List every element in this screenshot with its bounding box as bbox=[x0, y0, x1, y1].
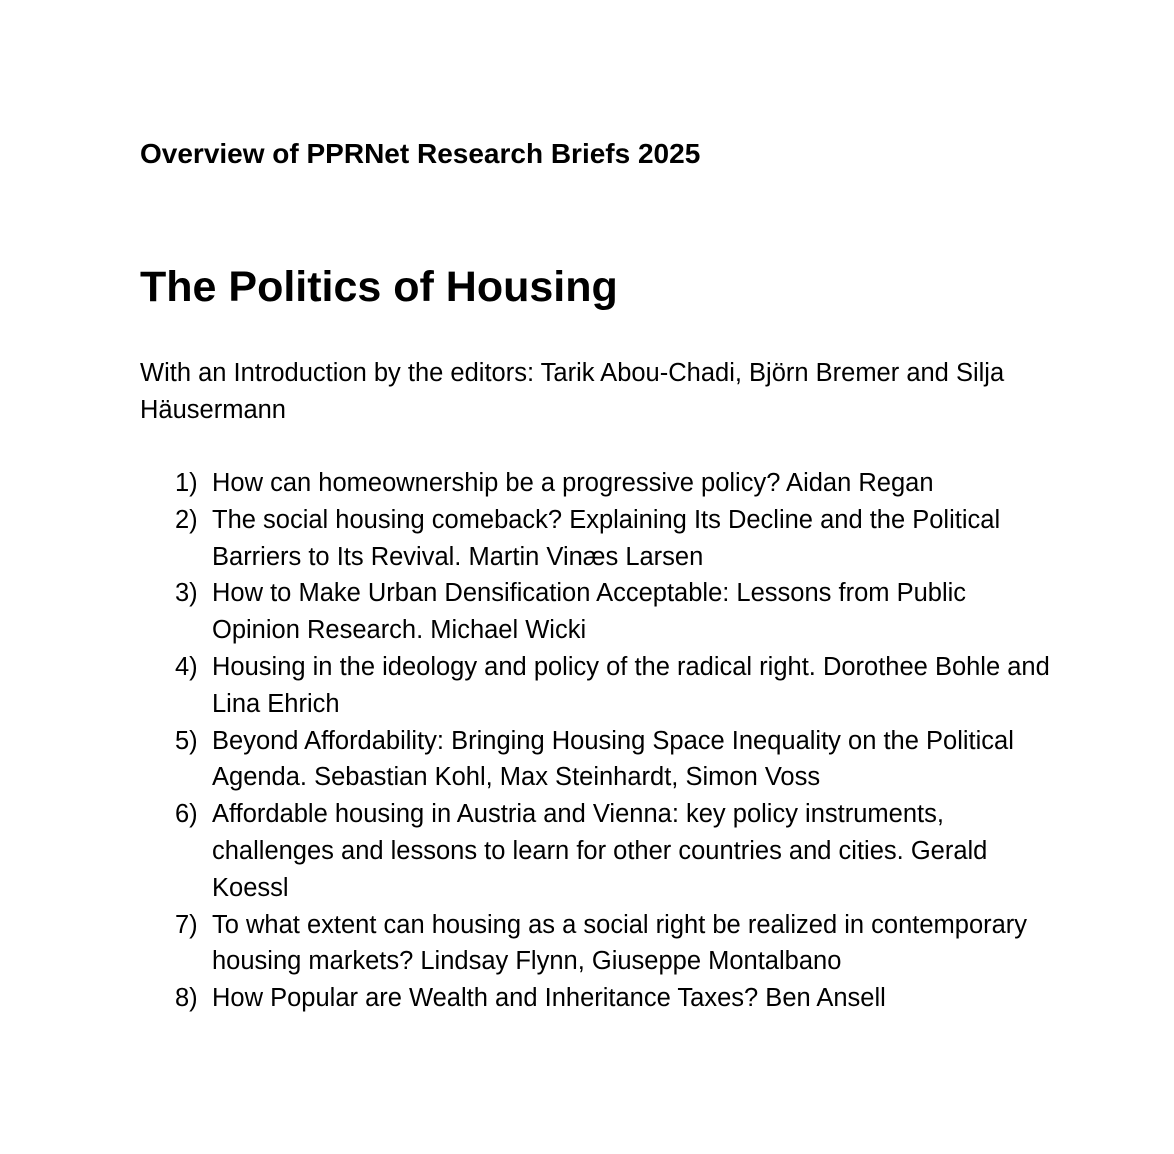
list-item bbox=[140, 907, 1050, 981]
list-item-number: 1) bbox=[175, 469, 198, 497]
list-item-text: How to Make Urban Densification Acceptable: Lessons from Public Opinion Research. Michael Wicki bbox=[212, 579, 967, 645]
list-item bbox=[140, 723, 1050, 797]
list-item-text: Affordable housing in Austria and Vienna: key policy instruments, challenges and lessons to learn for other countries and cities. Gerald Koessl bbox=[212, 800, 988, 902]
list-item-text: To what extent can housing as a social right be realized in contemporary housing markets? Lindsay Flynn, Giuseppe Montalbano bbox=[212, 910, 1028, 976]
list-item-text: The social housing comeback? Explaining Its Decline and the Political Barriers to Its Revival. Martin Vinæs Larsen bbox=[212, 505, 1001, 571]
research-briefs-list bbox=[140, 465, 1050, 1017]
list-item bbox=[140, 575, 1050, 649]
list-item-number: 7) bbox=[175, 910, 198, 939]
document-subtitle: Overview of PPRNet Research Briefs 2025 bbox=[140, 138, 701, 169]
list-item-text: How Popular are Wealth and Inheritance Taxes? Ben Ansell bbox=[212, 984, 886, 1013]
document-title: The Politics of Housing bbox=[140, 263, 618, 311]
editors-introduction: With an Introduction by the editors: Tarik Abou-Chadi, Björn Bremer and Silja Häusermann bbox=[140, 359, 1005, 424]
list-item-text: Beyond Affordability: Bringing Housing Space Inequality on the Political Agenda. Sebastian Kohl, Max Steinhardt, Simon Voss bbox=[212, 726, 1014, 792]
list-item-text: How can homeownership be a progressive policy? Aidan Regan bbox=[212, 469, 934, 497]
list-item-number: 8) bbox=[175, 984, 198, 1013]
list-item-number: 5) bbox=[175, 726, 198, 755]
list-item bbox=[140, 465, 1050, 502]
list-item-number: 3) bbox=[175, 579, 198, 608]
list-item bbox=[140, 980, 1050, 1017]
list-item bbox=[140, 796, 1050, 906]
list-item-text: Housing in the ideology and policy of the radical right. Dorothee Bohle and Lina Ehrich bbox=[212, 652, 1050, 718]
list-item-number: 4) bbox=[175, 652, 198, 681]
list-item bbox=[140, 649, 1050, 723]
list-item-number: 2) bbox=[175, 505, 198, 534]
list-item bbox=[140, 502, 1050, 576]
list-item-number: 6) bbox=[175, 800, 198, 829]
